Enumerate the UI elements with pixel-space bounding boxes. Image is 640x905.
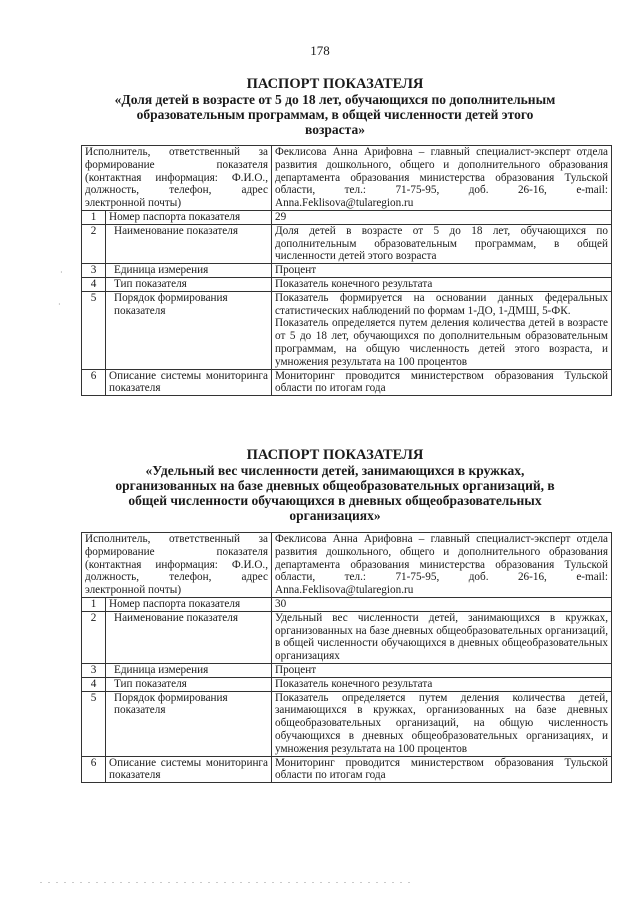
row-number: 1: [82, 597, 106, 611]
row-label: Тип показателя: [106, 277, 272, 291]
row-number: 6: [82, 369, 106, 396]
row-value: Процент: [272, 264, 612, 278]
table-row: [82, 756, 612, 783]
table-row: [82, 677, 612, 691]
passport-1-table: [81, 145, 612, 396]
row-number: 5: [82, 691, 106, 756]
passport-1-heading: [80, 77, 590, 137]
row-label: Тип показателя: [106, 677, 272, 691]
row-value: Доля детей в возрасте от 5 до 18 лет, обучающихся по дополнительным образовательным программам, в общей численности детей этого возраста: [272, 224, 612, 263]
row-value: Удельный вес численности детей, занимающихся в кружках, организованных на базе дневных общеобразовательных организаций, в общей численности обучающихся в дневных общеобразовательных организациях: [272, 611, 612, 663]
row-label: Номер паспорта показателя: [106, 597, 272, 611]
passport-1-title: ПАСПОРТ ПОКАЗАТЕЛЯ: [246, 76, 424, 92]
table-row: [82, 291, 612, 369]
scan-mark: ·: [60, 268, 65, 277]
row-number: 2: [82, 611, 106, 663]
table-row: [82, 224, 612, 263]
row-value-paragraph: Показатель определяется путем деления количества детей в возрасте от 5 до 18 лет, обучающихся по дополнительным образовательным программам, на общую численность детей этого возраста, и умножения результата на 100 процентов: [275, 317, 608, 368]
row-number: 2: [82, 224, 106, 263]
executor-value: Феклисова Анна Арифовна – главный специалист-эксперт отдела развития дошкольного, общего и дополнительного образования департамента образования министерства образования Тульской области, тел.: 71-75-95, доб. 26-16, e-mail: Anna.Feklisova@tularegion.ru: [272, 533, 612, 598]
passport-2-title: ПАСПОРТ ПОКАЗАТЕЛЯ: [246, 447, 424, 463]
row-label: Единица измерения: [106, 663, 272, 677]
row-value: Показатель конечного результата: [272, 277, 612, 291]
row-label: Порядок формирования показателя: [106, 291, 272, 369]
executor-value: Феклисова Анна Арифовна – главный специалист-эксперт отдела развития дошкольного, общего и дополнительного образования департамента образования министерства образования Тульской области, тел.: 71-75-95, доб. 26-16, e-mail: Anna.Feklisova@tularegion.ru: [272, 146, 612, 211]
executor-label: Исполнитель, ответственный за формирование показателя (контактная информация: Ф.И.О., должность, телефон, адрес электронной почты): [82, 533, 272, 598]
passport-2-table: [81, 532, 612, 783]
row-value: [272, 291, 612, 369]
row-value: Мониторинг проводится министерством образования Тульской области по итогам года: [272, 369, 612, 396]
row-value: Мониторинг проводится министерством образования Тульской области по итогам года: [272, 756, 612, 783]
row-number: 1: [82, 210, 106, 224]
passport-2-subtitle-line: общей численности обучающихся в дневных общеобразовательных: [128, 493, 542, 508]
scan-mark: . . . . . . . . . . . . . . . . . . . . . . . . . . . . . . . . . . . . . . . . . . . . . . .: [40, 876, 412, 885]
table-row: [82, 663, 612, 677]
row-label: Наименование показателя: [106, 224, 272, 263]
table-row: [82, 264, 612, 278]
passport-1-subtitle-line: образовательным программам, в общей численности детей этого: [136, 107, 534, 122]
row-label: Описание системы мониторинга показателя: [106, 369, 272, 396]
table-row: [82, 146, 612, 211]
passport-2-subtitle-line: организованных на базе дневных общеобразовательных организаций, в: [115, 478, 555, 493]
row-label: Единица измерения: [106, 264, 272, 278]
row-number: 3: [82, 264, 106, 278]
table-row: [82, 691, 612, 756]
table-row: [82, 533, 612, 598]
executor-label: Исполнитель, ответственный за формирование показателя (контактная информация: Ф.И.О., должность, телефон, адрес электронной почты): [82, 146, 272, 211]
passport-1-subtitle-line: «Доля детей в возрасте от 5 до 18 лет, обучающихся по дополнительным: [114, 92, 556, 107]
row-label: Номер паспорта показателя: [106, 210, 272, 224]
table-row: [82, 277, 612, 291]
page-number: 178: [310, 43, 330, 58]
row-label: Описание системы мониторинга показателя: [106, 756, 272, 783]
row-value: Процент: [272, 663, 612, 677]
passport-2-subtitle-line: организациях»: [289, 508, 381, 523]
row-value: Показатель определяется путем деления количества детей, занимающихся в кружках, организованных на базе дневных общеобразовательных организаций, на общую численность обучающихся в дневных общеобразовательных организациях, и умножения результата на 100 процентов: [272, 691, 612, 756]
passport-1-subtitle-line: возраста»: [305, 122, 365, 137]
table-row: [82, 611, 612, 663]
row-label: Порядок формирования показателя: [106, 691, 272, 756]
passport-2-subtitle-line: «Удельный вес численности детей, занимающихся в кружках,: [145, 463, 525, 478]
row-number: 4: [82, 677, 106, 691]
scan-mark: ·: [58, 300, 63, 309]
row-value: 29: [272, 210, 612, 224]
row-number: 4: [82, 277, 106, 291]
row-number: 3: [82, 663, 106, 677]
row-value: 30: [272, 597, 612, 611]
passport-2-heading: [80, 448, 590, 523]
table-row: [82, 369, 612, 396]
table-row: [82, 210, 612, 224]
row-value-paragraph: Показатель формируется на основании данных федеральных статистических наблюдений по формам 1-ДО, 1-ДМШ, 5-ФК.: [275, 291, 608, 317]
row-label: Наименование показателя: [106, 611, 272, 663]
row-number: 6: [82, 756, 106, 783]
table-row: [82, 597, 612, 611]
row-number: 5: [82, 291, 106, 369]
row-value: Показатель конечного результата: [272, 677, 612, 691]
